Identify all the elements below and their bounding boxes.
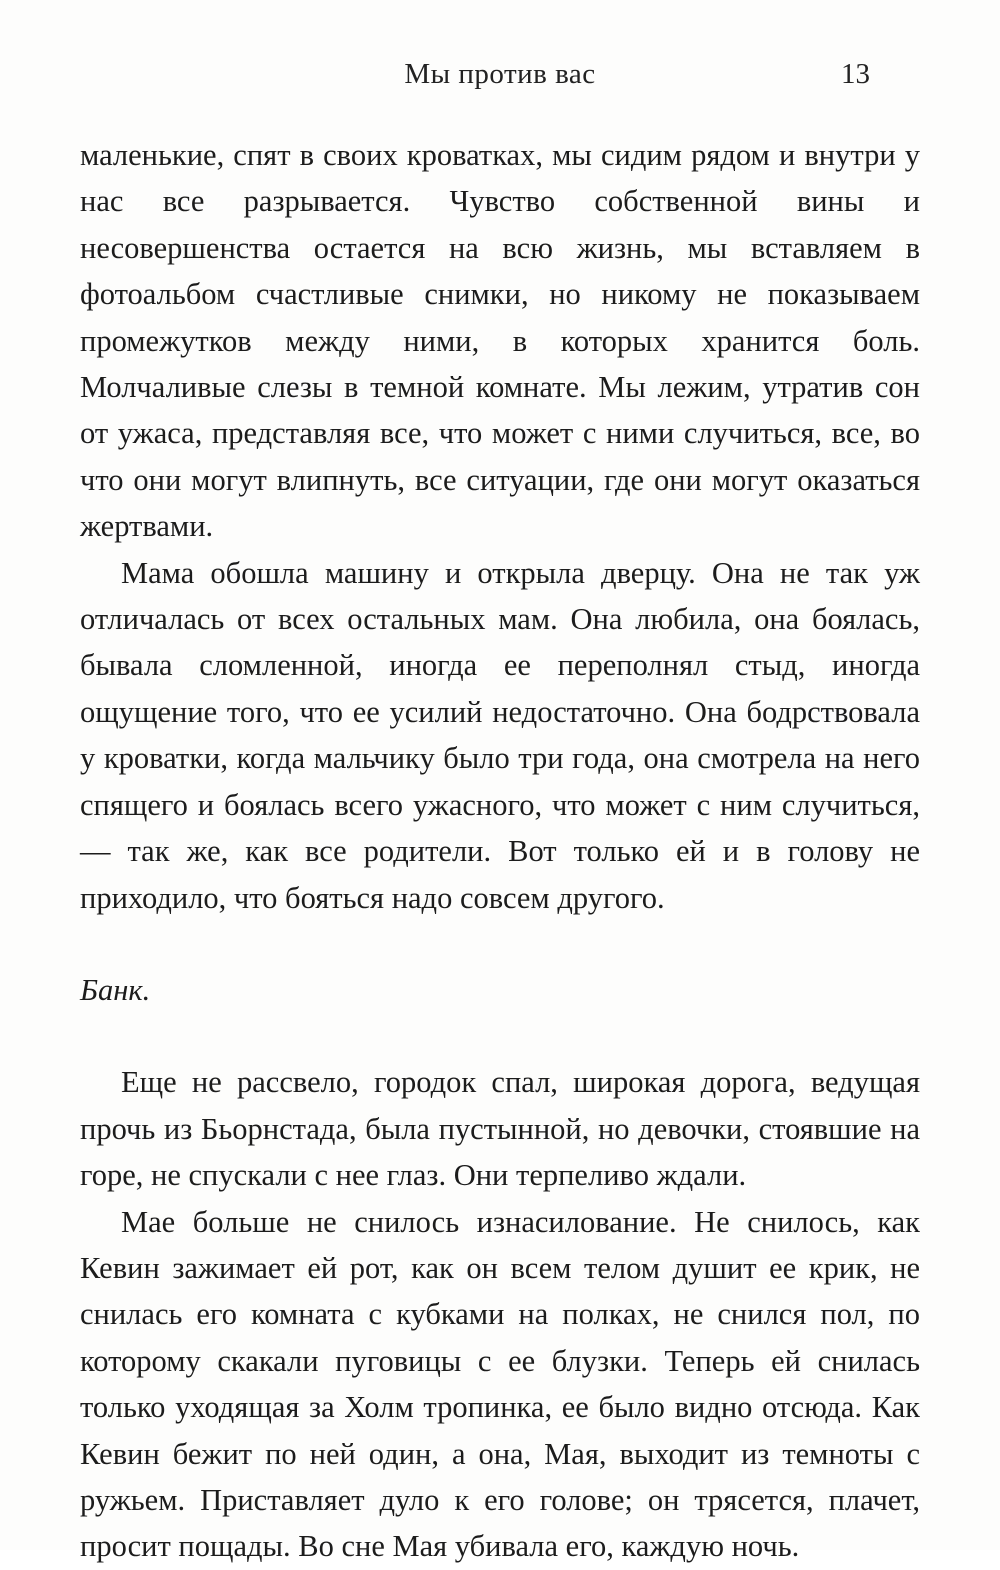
paragraph-dawn: Еще не рассвело, городок спал, широкая дорога, ведущая прочь из Бьорнстада, была пустынной, но девочки, стоявшие на горе, не спускали с нее глаз. Они терпеливо ждали. xyxy=(80,1065,920,1193)
running-title: Мы против вас xyxy=(404,58,596,90)
paragraph-mother: Мама обошла машину и открыла дверцу. Она не так уж отличалась от всех остальных мам. Она любила, она боялась, бывала сломленной, иногда ее переполнял стыд, иногда ощущение того, что ее усилий недостаточно. Она бодрствовала у кроватки, когда мальчику было три года, она смотрела на него спящего и боялась всего ужасного, что может с ним случиться, — так же, как все родители. Вот только ей и в голову не приходило, что бояться надо совсем другого. xyxy=(80,555,920,915)
section-gap xyxy=(80,1013,920,1059)
body-text xyxy=(80,132,920,1570)
paragraph-continuation: маленькие, спят в своих кроватках, мы сидим рядом и внутри у нас все разрывается. Чувство собственной вины и несовершенства остается на всю жизнь, мы вставляем в фотоальбом счастливые снимки, но никому не показываем промежутков между ними, в которых хранится боль. Молчаливые слезы в темной комнате. Мы лежим, утратив сон от ужаса, представляя все, что может с ними случиться, все, во что они могут влипнуть, все ситуации, где они могут оказаться жертвами. xyxy=(80,138,920,544)
paragraph-maya-dream: Мае больше не снилось изнасилование. Не снилось, как Кевин зажимает ей рот, как он всем телом душит ее крик, не снилась его комната с кубками на полках, не снился пол, по которому скакали пуговицы с ее блузки. Теперь ей снилась только уходящая за Холм тропинка, ее было видно отсюда. Как Кевин бежит по ней один, а она, Мая, выходит из темноты с ружьем. Приставляет дуло к его голове; он трясется, плачет, просит пощады. Во сне Мая убивала его, каждую ночь. xyxy=(80,1204,920,1564)
section-heading-bank: Банк. xyxy=(80,972,151,1007)
page-number: 13 xyxy=(841,58,870,90)
